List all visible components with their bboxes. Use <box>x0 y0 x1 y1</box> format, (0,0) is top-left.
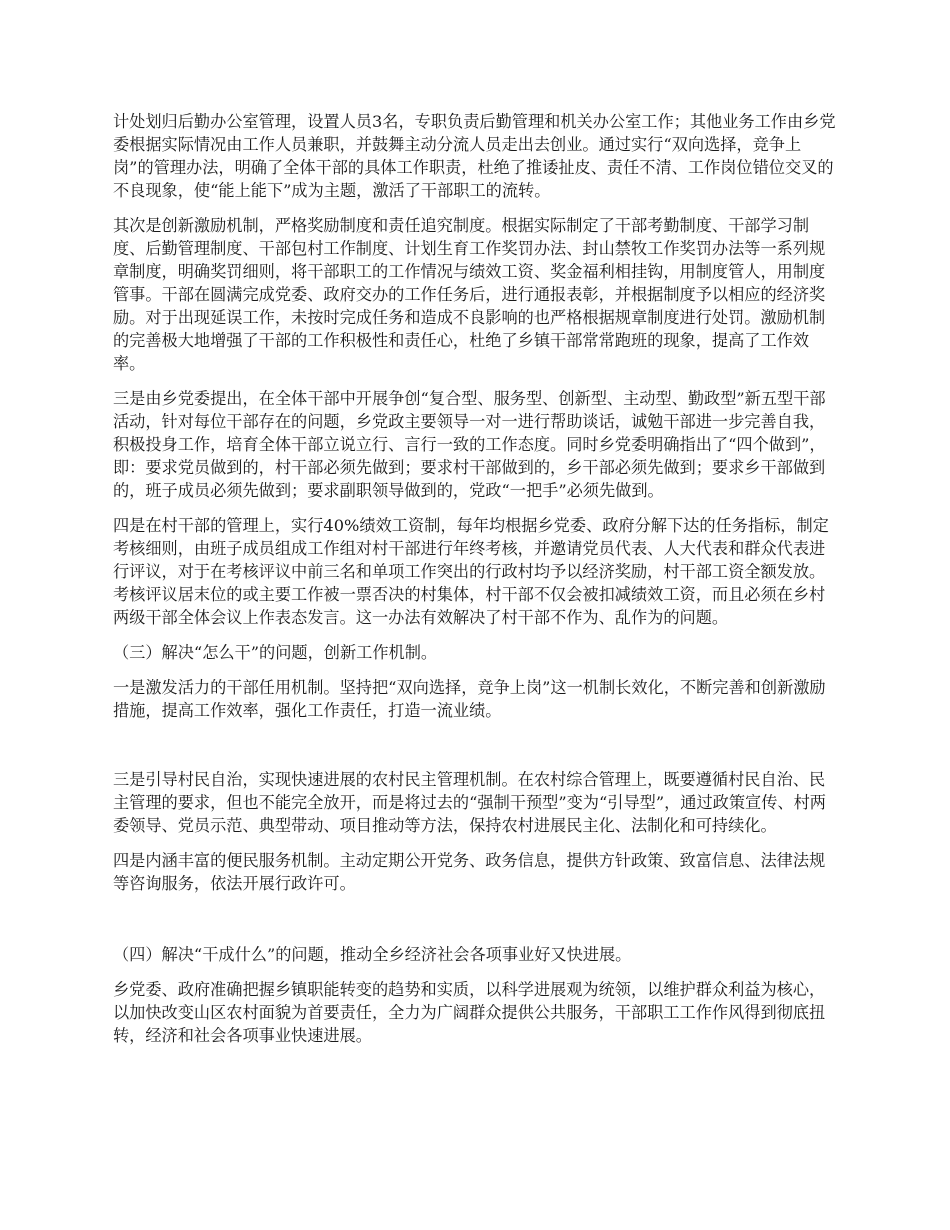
paragraph-cadre-appointment: 一是激发活力的干部任用机制。坚持把“双向选择，竞争上岗”这一机制长效化，不断完善和创新激励措施，提高工作效率，强化工作责任，打造一流业绩。 <box>113 678 826 720</box>
document-page <box>113 110 839 1047</box>
paragraph-village-self-governance: 三是引导村民自治，实现快速进展的农村民主管理机制。在农村综合管理上，既要遵循村民自治、民主管理的要求，但也不能完全放开，而是将过去的“强制干预型”变为“引导型”，通过政策宣传、村两委领导、党员示范、典型带动、项目推动等方法，保持农村进展民主化、法制化和可持续化。 <box>113 770 826 835</box>
paragraph-incentive-mechanism: 其次是创新激励机制，严格奖励制度和责任追究制度。根据实际制定了干部考勤制度、干部学习制度、后勤管理制度、干部包村工作制度、计划生育工作奖罚办法、封山禁牧工作奖罚办法等一系列规章制度，明确奖罚细则，将干部职工的工作情况与绩效工资、奖金福利相挂钩，用制度管人，用制度管事。干部在圆满完成党委、政府交办的工作任务后，进行通报表彰，并根据制度予以相应的经济奖励。对于出现延误工作，未按时完成任务和造成不良影响的也严格根据规章制度进行处罚。激励机制的完善极大地增强了干部的工作积极性和责任心，杜绝了乡镇干部常常跑班的现象，提高了工作效率。 <box>113 216 826 373</box>
paragraph-five-types-cadre: 三是由乡党委提出，在全体干部中开展争创“复合型、服务型、创新型、主动型、勤政型”新五型干部活动，针对每位干部存在的问题，乡党政主要领导一对一进行帮助谈话，诚勉干部进一步完善自我，积极投身工作，培育全体干部立说立行、言行一致的工作态度。同时乡党委明确指出了“四个做到”，即：要求党员做到的，村干部必须先做到；要求村干部做到的，乡干部必须先做到；要求乡干部做到的，班子成员必须先做到；要求副职领导做到的，党政“一把手”必须先做到。 <box>113 389 826 500</box>
section-heading-what-to-achieve: （四）解决“干成什么”的问题，推动全乡经济社会各项事业好又快进展。 <box>113 945 632 964</box>
paragraph-staffing: 计处划归后勤办公室管理，设置人员3名，专职负责后勤管理和机关办公室工作；其他业务工作由乡党委根据实际情况由工作人员兼职，并鼓舞主动分流人员走出去创业。通过实行“双向选择，竞争上岗”的管理办法，明确了全体干部的具体工作职责，杜绝了推诿扯皮、责任不清、工作岗位错位交叉的不良现象，使“能上能下”成为主题，激活了干部职工的流转。 <box>113 112 836 200</box>
section-heading-how-to-work: （三）解决“怎么干”的问题，创新工作机制。 <box>113 643 438 662</box>
paragraph-conclusion: 乡党委、政府准确把握乡镇职能转变的趋势和实质，以科学进展观为统领，以维护群众利益为核心，以加快改变山区农村面貌为首要责任，全力为广阔群众提供公共服务，干部职工工作作风得到彻底扭转，经济和社会各项事业快速进展。 <box>113 980 826 1045</box>
paragraph-convenience-service: 四是内涵丰富的便民服务机制。主动定期公开党务、政务信息，提供方针政策、致富信息、法律法规等咨询服务，依法开展行政许可。 <box>113 851 826 893</box>
paragraph-village-cadre-management: 四是在村干部的管理上，实行40%绩效工资制，每年均根据乡党委、政府分解下达的任务指标，制定考核细则，由班子成员组成工作组对村干部进行年终考核，并邀请党员代表、人大代表和群众代表进行评议，对于在考核评议中前三名和单项工作突出的行政村均予以经济奖励，村干部工资全额发放。考核评议居末位的或主要工作被一票否决的村集体，村干部不仅会被扣减绩效工资，而且必须在乡村两级干部全体会议上作表态发言。这一办法有效解决了村干部不作为、乱作为的问题。 <box>113 516 829 627</box>
